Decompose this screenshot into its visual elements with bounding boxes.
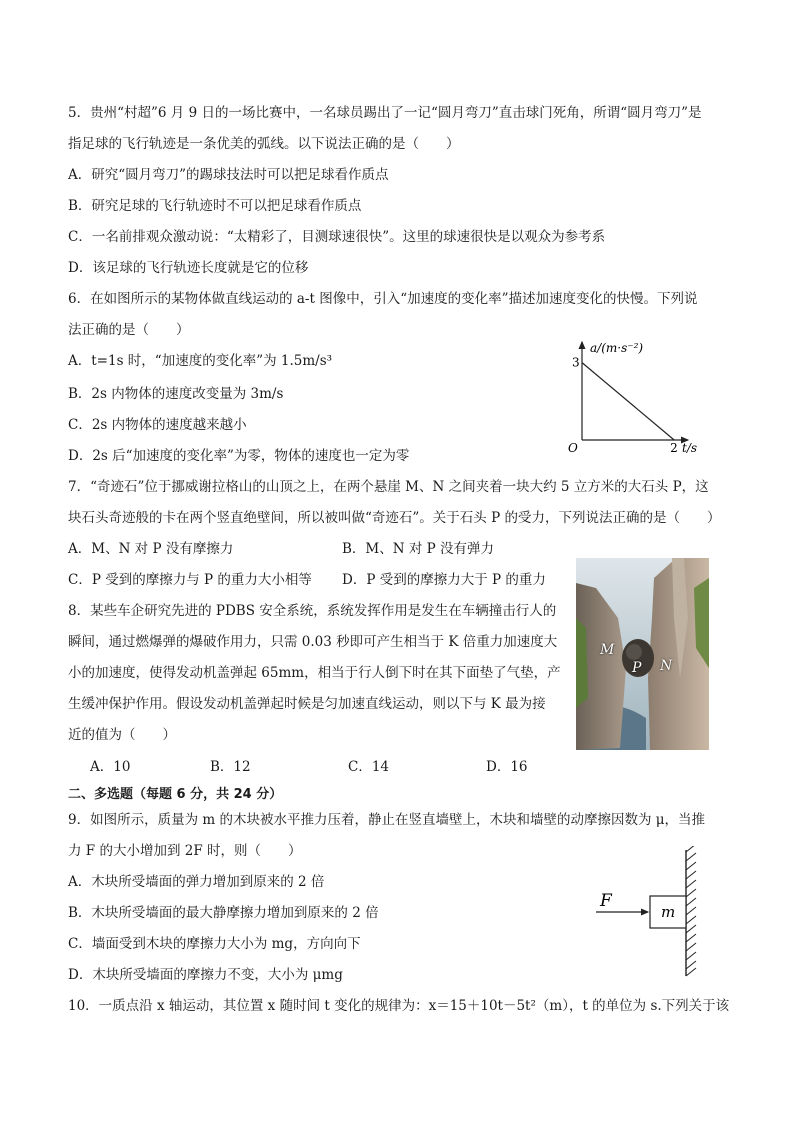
y-tick-label: 3 — [572, 355, 580, 370]
force-label: F — [600, 891, 612, 911]
q5-stem-line2: 指足球的飞行轨迹是一条优美的弧线。以下说法正确的是（ ） — [68, 136, 460, 152]
y-axis-label: a/(m·s⁻²) — [590, 341, 644, 355]
q9-option-b: B．木块所受墙面的最大静摩擦力增加到原来的 2 倍 — [68, 905, 379, 921]
section-2-title: 二、多选题（每题 6 分，共 24 分） — [68, 787, 283, 802]
q7-option-a: A．M、N 对 P 没有摩擦力 — [68, 541, 234, 557]
q5-option-a: A．研究“圆月弯刀”的踢球技法时可以把足球看作质点 — [68, 167, 389, 183]
at-graph — [560, 336, 710, 456]
q6-option-b: B．2s 内物体的速度改变量为 3m/s — [68, 386, 284, 402]
q8-option-d: D．16 — [486, 759, 528, 775]
q8-option-c: C．14 — [348, 759, 390, 775]
label-m: M — [600, 642, 615, 658]
block-wall-figure — [592, 846, 704, 980]
q9-stem-line1: 9．如图所示，质量为 m 的木块被水平推力压着，静止在竖直墙壁上，木块和墙壁的动摩擦因数为 μ，当推 — [68, 812, 706, 828]
q9-option-c: C．墙面受到木块的摩擦力大小为 mg，方向向下 — [68, 936, 361, 952]
q10-stem-line1: 10．一质点沿 x 轴运动，其位置 x 随时间 t 变化的规律为：x＝15＋10t－5t²（m），t 的单位为 s.下列关于该 — [68, 998, 730, 1014]
q6-option-c: C．2s 内物体的速度越来越小 — [68, 417, 247, 433]
q6-stem-line2: 法正确的是（ ） — [68, 322, 190, 338]
q8-option-a: A．10 — [90, 759, 131, 775]
kjeragbolten-photo — [576, 558, 709, 750]
label-p: P — [632, 660, 642, 676]
q6-option-d: D．2s 后“加速度的变化率”为零，物体的速度也一定为零 — [68, 448, 410, 464]
wall-hatching — [686, 846, 696, 976]
q6-stem-line1: 6．在如图所示的某物体做直线运动的 a-t 图像中，引入“加速度的变化率”描述加速度变化的快慢。下列说 — [68, 291, 698, 307]
q5-option-b: B．研究足球的飞行轨迹时不可以把足球看作质点 — [68, 198, 362, 214]
q7-option-d: D．P 受到的摩擦力大于 P 的重力 — [342, 572, 546, 588]
x-axis-label: t/s — [682, 441, 698, 455]
q9-stem-line2: 力 F 的大小增加到 2F 时，则（ ） — [68, 843, 302, 859]
x-tick-label: 2 — [670, 441, 678, 455]
origin-label: O — [568, 441, 578, 455]
q8-stem-line2: 瞬间，通过燃爆弹的爆破作用力，只需 0.03 秒即可产生相当于 K 倍重力加速度大 — [68, 634, 558, 650]
q7-stem-line2: 块石头奇迹般的卡在两个竖直绝壁间，所以被叫做“奇迹石”。关于石头 P 的受力，下列说法正确的是（ ） — [68, 510, 721, 526]
mass-label: m — [661, 903, 676, 921]
at-line — [582, 363, 674, 440]
q5-stem-line1: 5．贵州“村超”6 月 9 日的一场比赛中，一名球员踢出了一记“圆月弯刀”直击球门死角，所谓“圆月弯刀”是 — [68, 105, 702, 121]
q8-stem-line3: 小的加速度，使得发动机盖弹起 65mm，相当于行人倒下时在其下面垫了气垫，产 — [68, 665, 561, 681]
q8-stem-line4: 生缓冲保护作用。假设发动机盖弹起时候是匀加速直线运动，则以下与 K 最为接 — [68, 696, 546, 712]
q9-option-d: D．木块所受墙面的摩擦力不变，大小为 μmg — [68, 967, 343, 983]
q5-option-c: C．一名前排观众激动说：“太精彩了，目测球速很快”。这里的球速很快是以观众为参考系 — [68, 229, 606, 245]
q6-option-a: A．t=1s 时，“加速度的变化率”为 1.5m/s³ — [68, 353, 333, 369]
q7-option-c: C．P 受到的摩擦力与 P 的重力大小相等 — [68, 572, 312, 588]
q8-stem-line5: 近的值为（ ） — [68, 727, 176, 743]
q8-stem-line1: 8．某些车企研究先进的 PDBS 安全系统，系统发挥作用是发生在车辆撞击行人的 — [68, 603, 557, 619]
q7-stem-line1: 7．“奇迹石”位于挪威谢拉格山的山顶之上，在两个悬崖 M、N 之间夹着一块大约 5 立方米的大石头 P，这 — [68, 479, 709, 495]
q7-option-b: B．M、N 对 P 没有弹力 — [342, 541, 495, 557]
q5-option-d: D．该足球的飞行轨迹长度就是它的位移 — [68, 260, 309, 276]
label-n: N — [660, 658, 673, 674]
q9-option-a: A．木块所受墙面的弹力增加到原来的 2 倍 — [68, 874, 325, 890]
q8-option-b: B．12 — [210, 759, 251, 775]
